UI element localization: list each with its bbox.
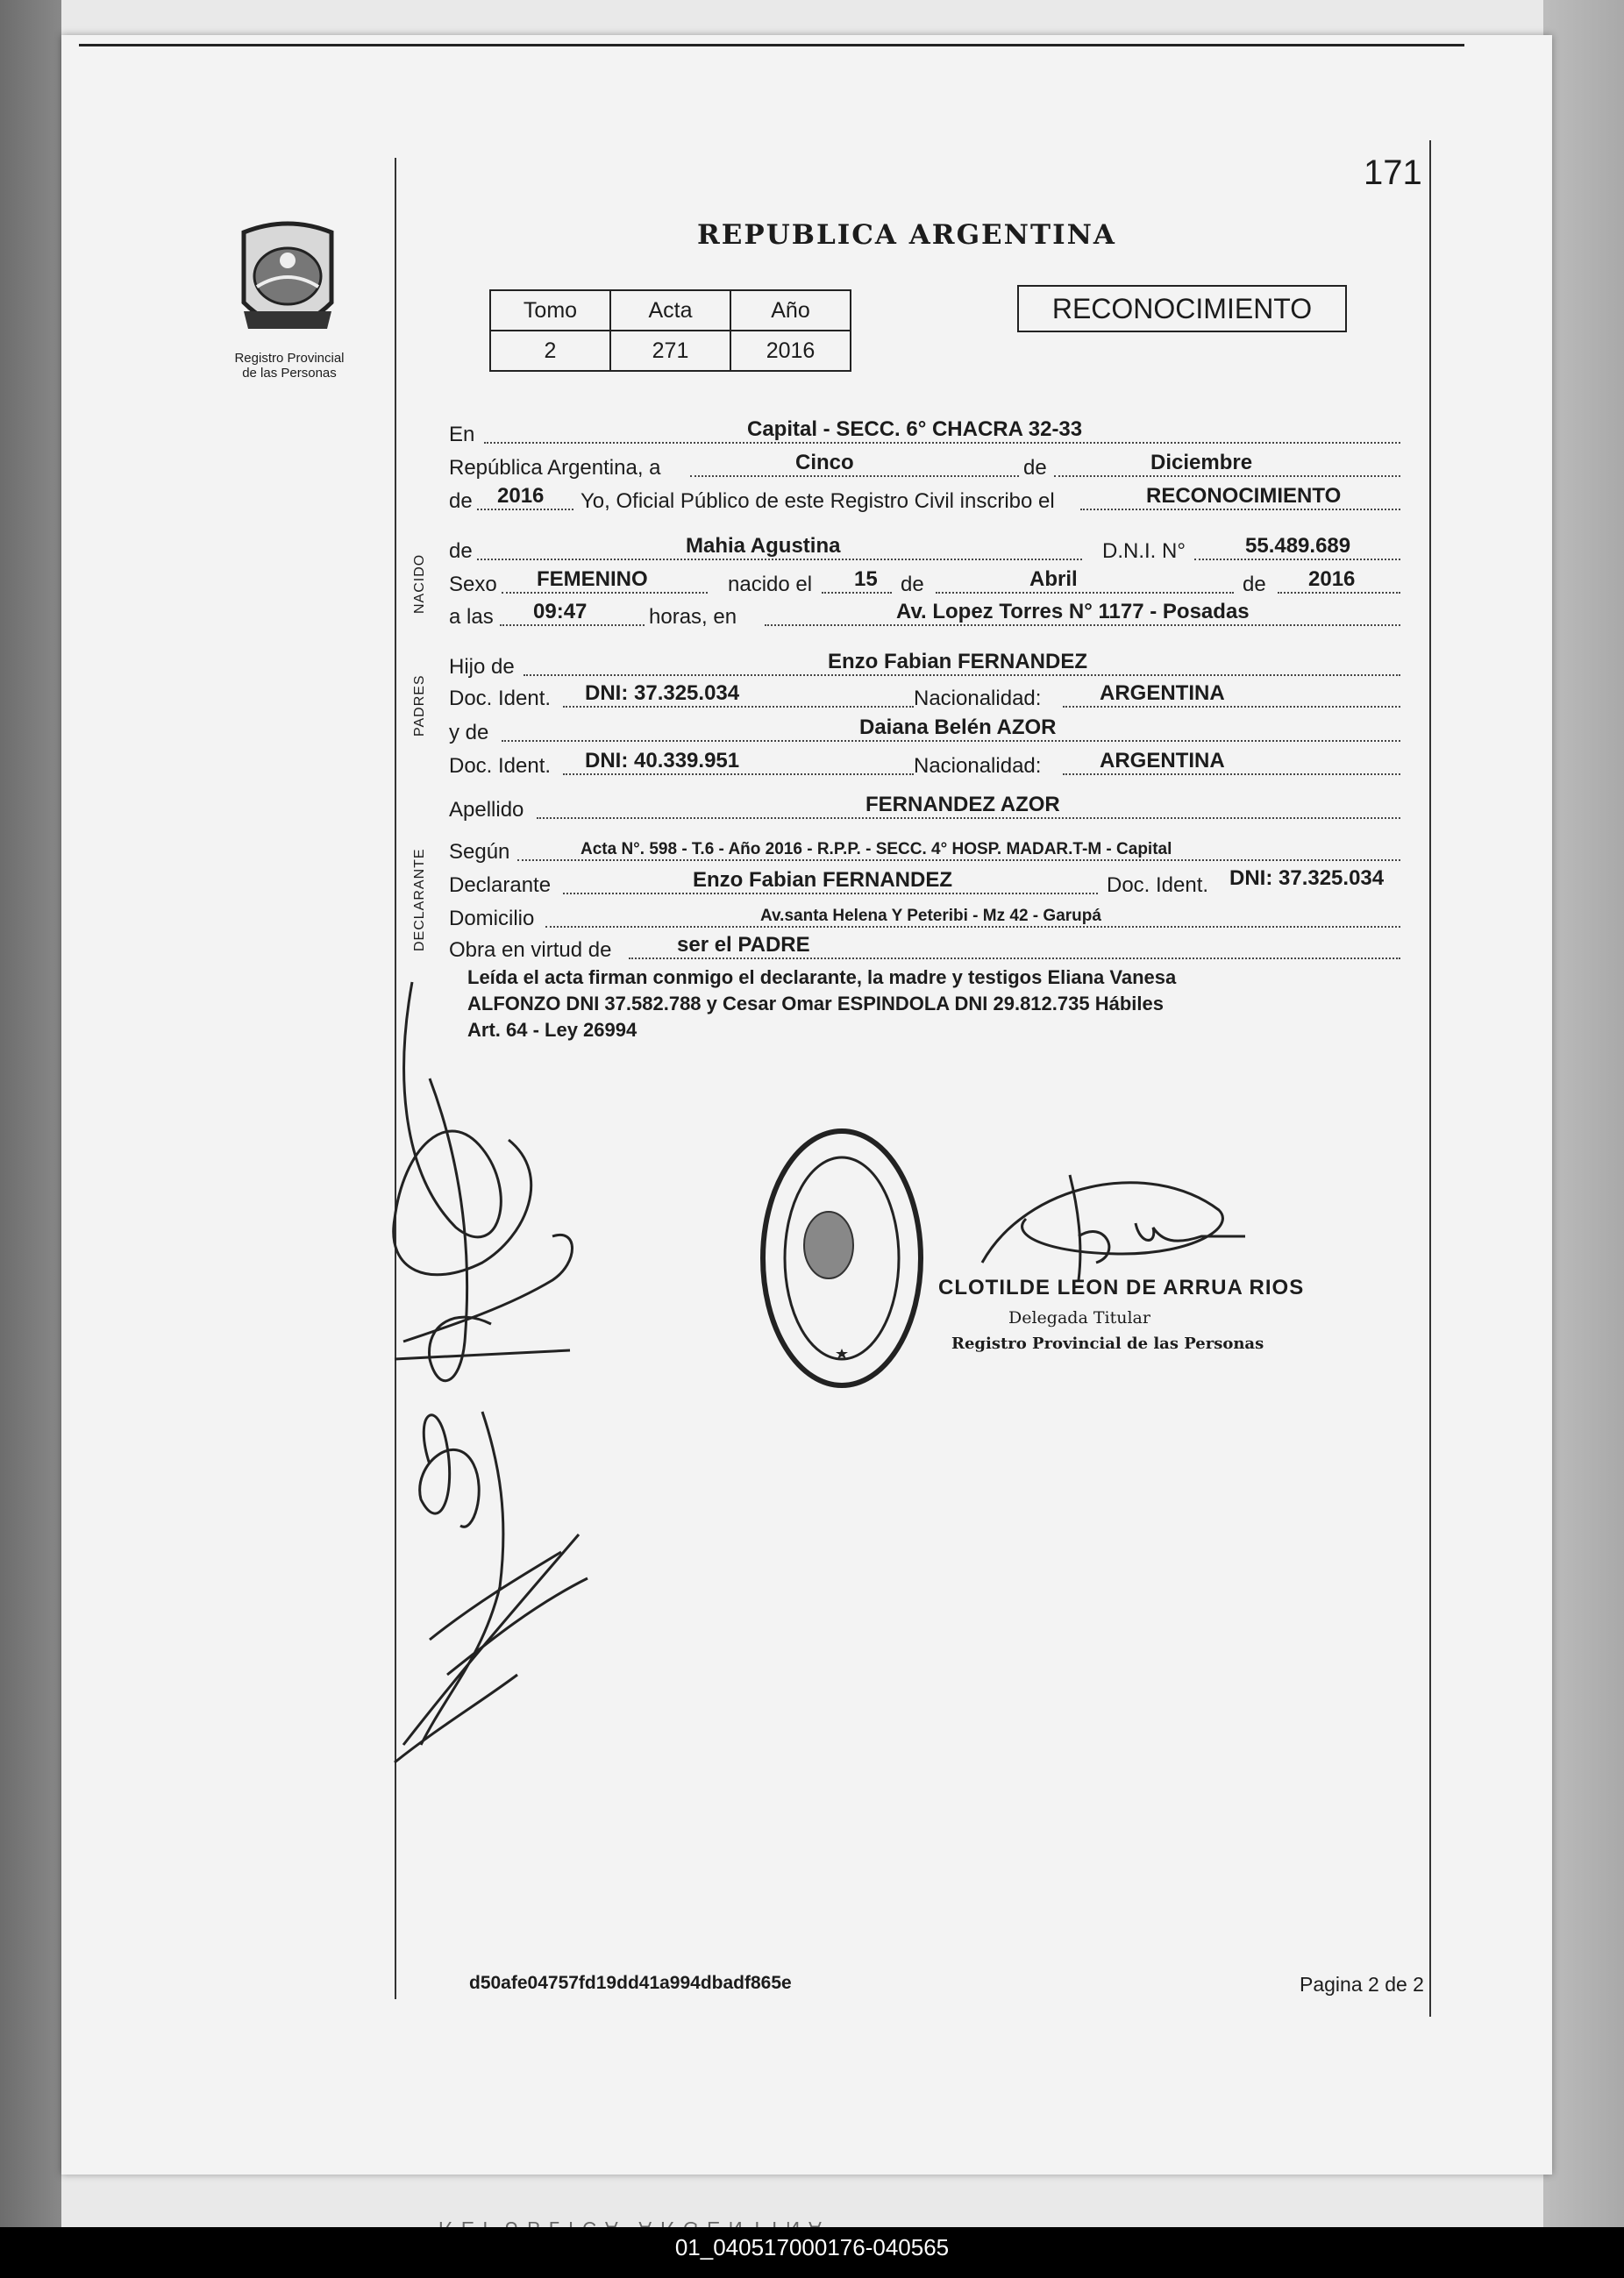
domicilio-value: Av.santa Helena Y Peteribi - Mz 42 - Garupá: [760, 907, 1101, 925]
dotted-line: [545, 926, 1400, 928]
dni-value: 55.489.689: [1245, 534, 1351, 558]
province-coat-of-arms-icon: [235, 215, 340, 346]
sexo-label: Sexo: [449, 573, 497, 596]
logo-caption: Registro Provincial de las Personas: [234, 351, 345, 381]
dotted-line: [517, 859, 1400, 861]
dotted-line: [537, 817, 1400, 819]
nac-day-value: 15: [854, 567, 878, 591]
document-hash: d50afe04757fd19dd41a994dbadf865e: [469, 1973, 792, 1993]
anio-value: 2016: [730, 331, 851, 371]
acta-value: 271: [610, 331, 730, 371]
side-label-padres: PADRES: [412, 674, 427, 737]
domicilio-label: Domicilio: [449, 907, 535, 930]
madre-nacionalidad-value: ARGENTINA: [1100, 749, 1225, 772]
record-table-row: [490, 331, 851, 371]
apellido-value: FERNANDEZ AZOR: [865, 793, 1060, 816]
nacionalidad-label: Nacionalidad:: [914, 687, 1042, 710]
field-madre-doc: [449, 745, 1405, 784]
yde-label: y de: [449, 721, 489, 744]
dotted-line: [1054, 475, 1400, 477]
dotted-line: [822, 592, 892, 594]
declarant-signatures-icon: [377, 973, 640, 1780]
dotted-line: [484, 442, 1400, 444]
field-apellido: [449, 789, 1405, 828]
de-label: de: [449, 539, 473, 563]
record-type-box: RECONOCIMIENTO: [1017, 285, 1347, 332]
dotted-line: [524, 674, 1400, 676]
dotted-line: [477, 559, 1082, 560]
dotted-line: [500, 624, 645, 626]
nombre-value: Mahia Agustina: [686, 534, 841, 558]
doc-label: Doc. Ident.: [449, 687, 552, 710]
en-label: En: [449, 423, 475, 446]
doc-label: Doc. Ident.: [1107, 873, 1209, 897]
segun-label: Según: [449, 840, 510, 864]
country-title: REPUBLICA ARGENTINA: [697, 219, 1116, 251]
field-oficial: [449, 481, 1405, 519]
obra-label: Obra en virtud de: [449, 938, 612, 962]
side-label-declarante: DECLARANTE: [412, 848, 427, 951]
dotted-line: [936, 592, 1234, 594]
hijo-label: Hijo de: [449, 655, 515, 679]
nacionalidad-label: Nacionalidad:: [914, 754, 1042, 778]
anio-header: Año: [730, 290, 851, 331]
inscribo-value: RECONOCIMIENTO: [1146, 484, 1342, 508]
dotted-line: [629, 957, 1400, 959]
page-number: 171: [1364, 153, 1422, 192]
apellido-label: Apellido: [449, 798, 524, 822]
sexo-value: FEMENINO: [537, 567, 648, 591]
madre-value: Daiana Belén AZOR: [859, 715, 1057, 739]
field-obra: [449, 929, 1405, 968]
dotted-line: [1278, 592, 1400, 594]
year-value: 2016: [497, 484, 545, 508]
image-id-caption: 01_040517000176-040565: [674, 2234, 950, 2260]
padre-doc-value: DNI: 37.325.034: [585, 681, 740, 705]
closing-note: Leída el acta firman conmigo el declarante, la madre y testigos Eliana Vanesa ALFONZO DNI 37.582.788 y Cesar Omar ESPINDOLA DNI 29.812.735 Hábiles Art. 64 - Ley 26994: [467, 966, 1177, 1041]
dotted-line: [1063, 773, 1400, 775]
day-value: Cinco: [795, 451, 854, 474]
tomo-value: 2: [490, 331, 610, 371]
dotted-line: [563, 706, 914, 708]
alas-label: a las: [449, 605, 494, 629]
de-label: de: [449, 489, 473, 513]
de-label: de: [1023, 456, 1047, 480]
field-padre-doc: [449, 678, 1405, 716]
de-label: de: [1243, 573, 1266, 596]
side-label-nacido: NACIDO: [412, 553, 427, 614]
de-label: de: [901, 573, 924, 596]
republica-label: República Argentina, a: [449, 456, 661, 480]
dotted-line: [1063, 706, 1400, 708]
madre-doc-value: DNI: 40.339.951: [585, 749, 740, 772]
horas-label: horas, en: [649, 605, 737, 629]
nac-month-value: Abril: [1029, 567, 1078, 591]
doc-label: Doc. Ident.: [449, 754, 552, 778]
tomo-header: Tomo: [490, 290, 610, 331]
nacido-label: nacido el: [728, 573, 813, 596]
top-page-edge: [79, 0, 1464, 46]
segun-value: Acta N°. 598 - T.6 - Año 2016 - R.P.P. - SECC. 4° HOSP. MADAR.T-M - Capital: [581, 840, 1172, 858]
dotted-line: [477, 509, 573, 510]
declarante-doc-value: DNI: 37.325.034: [1229, 866, 1385, 890]
declarante-value: Enzo Fabian FERNANDEZ: [693, 868, 953, 892]
padre-nacionalidad-value: ARGENTINA: [1100, 681, 1225, 705]
dotted-line: [690, 475, 1019, 477]
page-indicator: Pagina 2 de 2: [1300, 1973, 1424, 1996]
official-name: CLOTILDE LEON DE ARRUA RIOS: [938, 1276, 1305, 1299]
padre-value: Enzo Fabian FERNANDEZ: [828, 650, 1088, 673]
dotted-line: [502, 740, 1400, 742]
dotted-line: [1080, 509, 1400, 510]
dotted-line: [563, 773, 914, 775]
dotted-line: [1194, 559, 1400, 560]
dotted-line: [765, 624, 1400, 626]
month-value: Diciembre: [1150, 451, 1253, 474]
en-value: Capital - SECC. 6° CHACRA 32-33: [747, 417, 1083, 441]
dni-label: D.N.I. N°: [1102, 539, 1186, 563]
frame-right-line: [1429, 140, 1431, 2017]
nac-year-value: 2016: [1308, 567, 1356, 591]
hora-value: 09:47: [533, 600, 588, 623]
official-seal-icon: [754, 1122, 930, 1394]
oficial-text: Yo, Oficial Público de este Registro Civil inscribo el: [581, 489, 1055, 513]
official-organization: Registro Provincial de las Personas: [951, 1335, 1264, 1353]
official-role: Delegada Titular: [1008, 1308, 1150, 1328]
record-table: [489, 289, 851, 372]
lugar-value: Av. Lopez Torres N° 1177 - Posadas: [896, 600, 1250, 623]
record-table-header: [490, 290, 851, 331]
dotted-line: [502, 592, 708, 594]
obra-value: ser el PADRE: [677, 933, 810, 957]
field-hora: [449, 596, 1405, 635]
acta-header: Acta: [610, 290, 730, 331]
declarante-label: Declarante: [449, 873, 552, 897]
dotted-line: [563, 893, 1098, 894]
